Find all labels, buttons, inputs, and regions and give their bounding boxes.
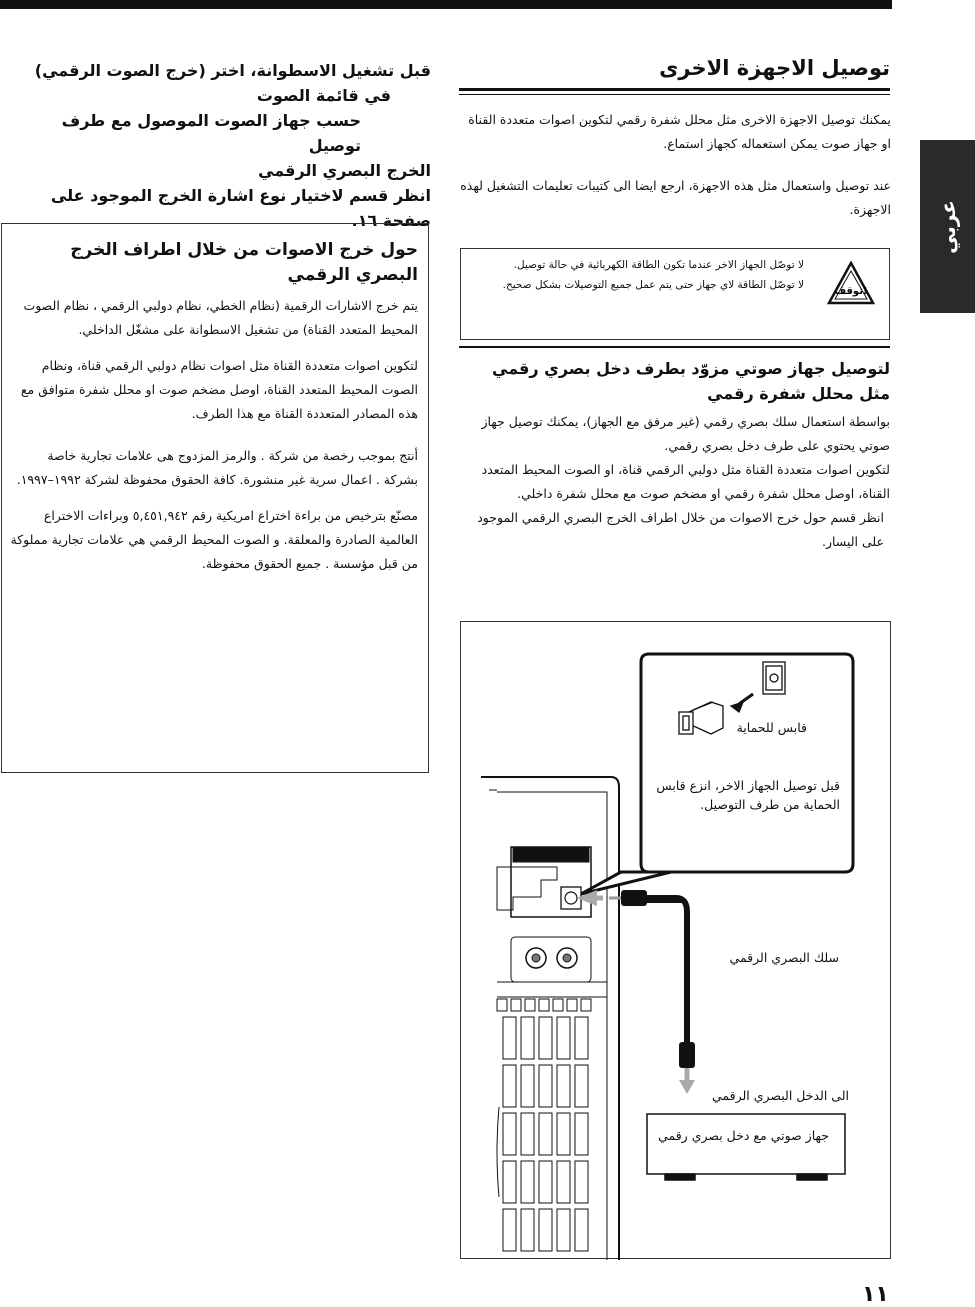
optical-cable — [577, 890, 695, 1094]
box-paragraph: مصنّع بترخيص من براءة اختراع امريكية رقم ٥,٤٥١,٩٤٢ وبراءات الاختراع العالمية الصادرة والمعلقة. و الصوت المحيط الرقمي هي علامات تجارية مملوكة من قبل مؤسسة . جميع الحقوق محفوظة. — [10, 508, 418, 571]
caution-box — [460, 248, 890, 340]
digital-input-label: الى الدخل البصري الرقمي — [711, 1088, 849, 1103]
top-rule — [0, 0, 892, 9]
instruction-line: حسب جهاز الصوت الموصول مع طرف توصيل — [61, 111, 361, 155]
player-rear-panel — [481, 777, 619, 1260]
subsection-rule — [459, 346, 890, 348]
caution-line: لا توصّل الطاقة لاي جهاز حتى يتم عمل جميع التوصيلات بشكل صحيح. — [502, 279, 804, 291]
title-rule — [459, 88, 890, 91]
protective-cap-label: قابس للحماية — [736, 720, 807, 735]
box-paragraph: لتكوين اصوات متعددة القناة مثل اصوات نظام دولبي الرقمي قناة، ونظام الصوت المحيط المتعدد القناة، اوصل مضخم صوت او محلل شفرة متوافق مع هذه المصادر المتعددة القناة مع هذا الطرف. — [20, 358, 418, 421]
subsection-body — [459, 410, 890, 554]
box-paragraph: يتم خرج الاشارات الرقمية (نظام الخطي، نظام دولبي الرقمي ، نظام الصوت المحيط المتعدد القناة) من تشغيل الاسطوانة على مشغّل الداخلي. — [23, 298, 418, 337]
intro-text — [459, 108, 891, 240]
language-side-tab — [920, 140, 975, 313]
intro-paragraph: يمكنك توصيل الاجهزة الاخرى مثل محلل شفرة رقمي لتكوين اصوات متعددة القناة او جهاز صوت يمكن استعماله كجهاز استماع. — [468, 112, 891, 151]
page-title: توصيل الاجهزة الاخرى — [659, 56, 890, 80]
sub-paragraph: انظر قسم حول خرج الاصوات من خلال اطراف الخرج البصري الرقمي الموجود على اليسار. — [477, 510, 884, 549]
subsection-heading: لتوصيل جهاز صوتي مزوّد بطرف دخل بصري رقمي مثل محلل شفرة رقمي — [492, 359, 890, 403]
connection-illustration — [461, 622, 892, 1260]
box-paragraph: أنتج بموجب رخصة من شركة . والرمز المزدوج هى علامات تجارية خاصة بشركة . اعمال سرية غير منشورة. كافة الحقوق محفوظة لشركة ١٩٩٢–١٩٩٧. — [16, 448, 418, 487]
player-vent-grid — [497, 999, 591, 1251]
protective-cap-callout — [581, 654, 853, 894]
sub-paragraph: لتكوين اصوات متعددة القناة مثل دولبي الرقمي قناة، او الصوت المحيط المتعدد القناة، اوصل محلل شفرة رقمي او مضخم صوت مع محلل شفرة داخلي. — [481, 462, 890, 501]
instruction-line: الخرج البصري الرقمي — [258, 161, 431, 180]
instruction-line: في قائمة الصوت — [256, 86, 391, 105]
box-heading: حول خرج الاصوات من خلال اطراف الخرج البصري الرقمي — [70, 240, 418, 285]
intro-paragraph: عند توصيل واستعمال مثل هذه الاجهزة، ارجع ايضا الى كتيبات تعليمات التشغيل لهذه الاجهزة. — [460, 178, 891, 217]
device-label: جهاز صوتي مع دخل بصري رقمي — [658, 1128, 829, 1143]
caution-line: لا توصّل الجهاز الاخر عندما تكون الطاقة الكهربائية في حالة توصيل. — [513, 259, 804, 271]
cable-label: سلك البصري الرقمي — [729, 950, 839, 965]
callout-note: قبل توصيل الجهاز الاخر، انزع قابس الحماية من طرف التوصيل. — [656, 778, 840, 812]
title-rule-thin — [459, 94, 890, 95]
instruction-line: قبل تشغيل الاسطوانة، اختر (خرج الصوت الرقمي) — [34, 61, 431, 80]
caution-stop-icon — [827, 261, 875, 305]
page-number: ١١ — [862, 1282, 889, 1307]
connection-diagram — [460, 621, 891, 1259]
sub-paragraph: بواسطة استعمال سلك بصري رقمي (غير مرفق مع الجهاز)، يمكنك توصيل جهاز صوتي يحتوي على طرف دخل بصري رقمي. — [481, 414, 890, 453]
external-audio-device — [647, 1114, 845, 1180]
left-instructions — [5, 58, 431, 233]
digital-output-info-box — [1, 223, 429, 773]
instruction-line: انظر قسم لاختيار نوع اشارة الخرج الموجود على صفحة ١٦. — [50, 186, 431, 230]
caution-icon-label: توقف! — [834, 286, 868, 297]
language-tab-label: عربي — [935, 199, 960, 254]
